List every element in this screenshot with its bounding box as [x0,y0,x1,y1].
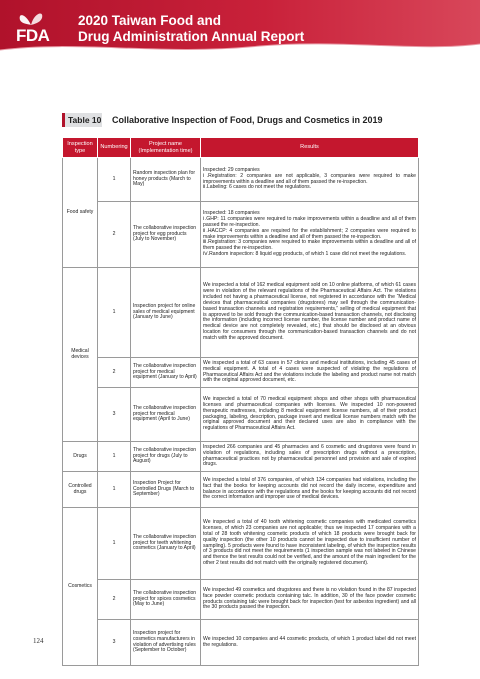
project-name: Random inspection plan for honey products (March to May) [131,158,201,202]
result-cell [201,158,419,202]
row-number: 1 [98,508,131,580]
project-name: The collaborative inspection project for teeth whitening cosmetics (January to April) [131,508,201,580]
project-name: The collaborative inspection project for drugs (July to August) [131,442,201,472]
header-results: Results [201,138,419,158]
result-cell [201,202,419,268]
project-name: Inspection project for cosmetics manufacturers in violation of advertising rules (September to October) [131,620,201,666]
type-medical-devices: Medical devices [63,268,98,442]
header-wave-decoration [0,36,480,56]
project-name: The collaborative inspection project for medical equipment (January to April) [131,358,201,388]
table-number-tag: Table 10 [62,113,102,127]
result-line: Inspected: 29 companies [203,166,260,173]
type-cosmetics: Cosmetics [63,508,98,666]
result-cell: We inspected 49 cosmetics and drugstores and there is no violation found in the 87 inspected face powder cosmetic products containing talc. In addition, 30 of the face powder cosmetic products containing talc were brought back for inspection (test for asbestos ingredient) and all the 30 products passed the inspection. [201,580,419,620]
table-caption: Collaborative Inspection of Food, Drugs and Cosmetics in 2019 [112,115,383,125]
header-inspection-type: Inspection type [63,138,98,158]
project-name: Inspection Project for Controlled Drugs (March to September) [131,472,201,508]
table-row [63,358,419,388]
header-numbering: Numbering [98,138,131,158]
result-line: Ⅱ.HACCP: 4 companies are required for the establishment; 2 companies were required to make improvements within a deadline and all of them passed the re-inspection. [203,227,416,240]
result-cell: Inspected 266 companies and 45 pharmacies and 6 cosmetic and drugstores were found in violation of regulations, including sales of prescription drugs without a prescription, pharmaceutical practices not by pharmaceutical personnel and provision and sale of expired drugs. [201,442,419,472]
result-cell: We inspected a total of 40 tooth whitening cosmetic companies with medicated cosmetics licenses, of which 23 companies are not applicable; thus we inspected 17 companies with a total of 28 tooth whitening cosmetic products of which 18 products were brought back for quality inspection (the other 10 products cannot be inspected due to insufficient number of sampling). 5 products were found to have inconsistent labeling, of which the inspection results of 3 products did not meet the requirements (1 inspection sample was not labeled in Chinese and thence the test results could not be verified, and the amount of the main ingredient for the other 2 test results did not match with the originally registered document). [201,508,419,580]
row-number: 1 [98,442,131,472]
result-cell: We inspected a total of 70 medical equipment shops and other shops with pharmaceutical licenses and pharmaceutical companies with licenses. We inspected 10 non-powered therapeutic mattresses, including 8 medical equipment license numbers, all of their product packaging, labeling, description, package insert and medical license numbers match with the original approved document and their declared uses are also in compliance with the regulations of Pharmaceutical Affairs Act. [201,388,419,442]
row-number: 2 [98,358,131,388]
row-number: 1 [98,268,131,358]
result-line: Ⅲ.Registration: 3 companies were required to make improvements within a deadline and all of them passed the re-inspection. [203,239,416,252]
result-cell: We inspected a total of 376 companies, of which 134 companies had violations, including the fact that the books for keeping accounts did not record the daily income, expenditure and balance in accordance with the regulations and the books for keeping accounts did not record the correct information and improper use of medical devices. [201,472,419,508]
report-title-line1: 2020 Taiwan Food and [78,13,222,28]
table-row [63,472,419,508]
table-row [63,508,419,580]
result-line: Inspected: 18 companies [203,209,260,216]
page-number: 124 [33,637,44,645]
header-project-name: Project name (Implementation time) [131,138,201,158]
result-cell: We inspected a total of 63 cases in 57 clinics and medical institutions, including 45 cases of medical equipment. A total of 4 cases were suspected of violating the regulations of Pharmaceutical Affairs Act and the violations include the labeling and product name not match with the original approved document, etc. [201,358,419,388]
project-name: The collaborative inspection project for spices cosmetics (May to June) [131,580,201,620]
table-row [63,158,419,202]
result-cell: We inspected a total of 162 medical equipment sold on 10 online platforms, of which 61 cases were in violation of the relevant regulations of the Pharmaceutical Affairs Act. The violations included not having a pharmaceutical license, not registered in accordance with the “Medical devices that pharmaceutical companies (drugstores) may sell through the communication-based transaction channels and registration requirements,” selling of medical equipment that is approved to be sold through the communication-based transaction channels, not disclosing the information (including incorrect license number, the license number and product name of medical device are not completely revealed, etc.) that should be disclosed at an obvious location for consumers through the communication-based transaction channels and do not match with the approved document. [201,268,419,358]
report-header [0,0,480,56]
report-title-line2: Drug Administration Annual Report [78,29,305,44]
table-header-row [63,138,419,158]
result-line: Ⅳ.Random inspection: 8 liquid egg products, of which 1 case did not meet the regulations. [203,251,407,258]
type-food-safety: Food safety [63,158,98,268]
table-row [63,580,419,620]
result-line: Ⅰ.GHP: 11 companies were required to make improvements within a deadline and all of them passed the re-inspection. [203,215,416,228]
result-line: Ⅱ.Labeling: 6 cases do not meet the regulations. [203,184,312,191]
inspection-table [62,137,419,666]
table-row [63,620,419,666]
table-row [63,388,419,442]
table-row [63,202,419,268]
row-number: 1 [98,472,131,508]
butterfly-icon [16,10,46,26]
row-number: 3 [98,620,131,666]
row-number: 2 [98,202,131,268]
type-drugs: Drugs [63,442,98,472]
result-line: Ⅰ.Registration: 2 companies are not applicable, 3 companies were required to make improvements within a deadline and all of them passed the re-inspection. [203,172,416,185]
row-number: 3 [98,388,131,442]
table-row [63,268,419,358]
row-number: 2 [98,580,131,620]
project-name: The collaborative inspection project for medical equipment (April to June) [131,388,201,442]
table-heading [62,113,422,127]
row-number: 1 [98,158,131,202]
table-row [63,442,419,472]
type-controlled-drugs: Controlled drugs [63,472,98,508]
project-name: Inspection project for online sales of medical equipment (January to June) [131,268,201,358]
result-cell: We inspected 10 companies and 44 cosmetic products, of which 1 product label did not meet the regulations. [201,620,419,666]
project-name: The collaborative inspection project for egg products (July to November) [131,202,201,268]
logo-text: FDA [16,26,50,45]
